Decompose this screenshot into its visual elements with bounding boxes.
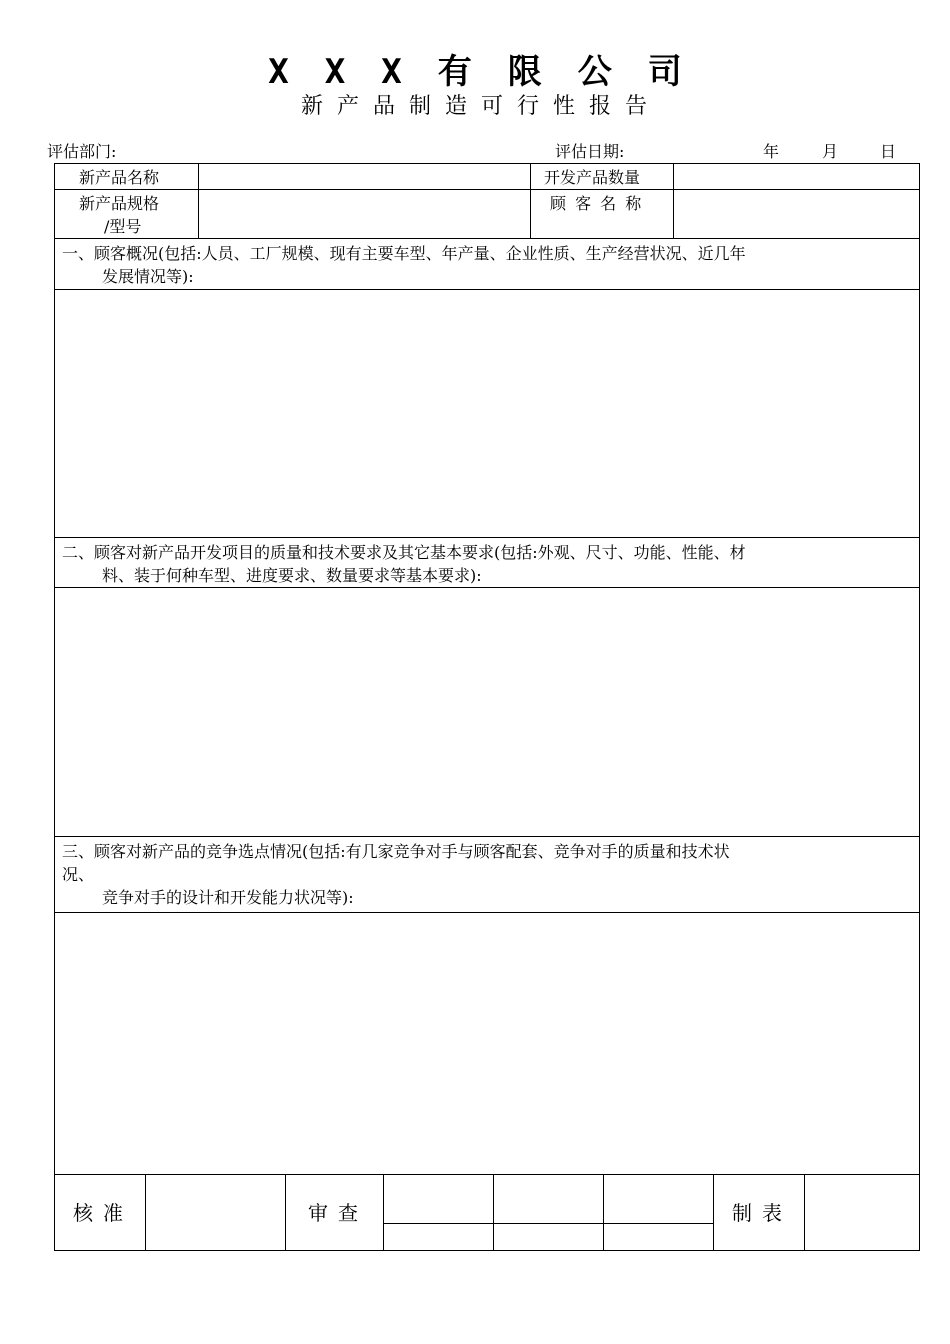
spec-label-line2: /型号 — [104, 217, 142, 236]
section-3-line1: 三、顾客对新产品的竞争选点情况(包括:有几家竞争对手与顾客配套、竞争对手的质量和技术状 — [62, 842, 730, 861]
section-3-line3: 竞争对手的设计和开发能力状况等): — [102, 888, 354, 907]
dev-quantity-field[interactable] — [675, 164, 918, 188]
section-1-line1: 一、顾客概况(包括:人员、工厂规模、现有主要车型、年产量、企业性质、生产经营状况、近几年 — [62, 244, 746, 263]
date-month-label: 月 — [822, 142, 839, 161]
eval-date-label: 评估日期: — [555, 142, 625, 161]
company-title: XXX有限公司 — [268, 52, 718, 92]
review-label: 审查 — [308, 1201, 368, 1225]
spec-label-line1: 新产品规格 — [79, 194, 160, 213]
section-2-heading — [62, 541, 912, 587]
spec-field[interactable] — [200, 190, 529, 237]
dev-quantity-label: 开发产品数量 — [544, 168, 641, 187]
section-3-line2: 况、 — [62, 865, 95, 884]
customer-name-field[interactable] — [675, 190, 918, 237]
section-1-body[interactable] — [56, 291, 918, 536]
review-signature-field[interactable] — [385, 1176, 712, 1249]
section-2-body[interactable] — [56, 589, 918, 835]
prepare-signature-field[interactable] — [806, 1176, 918, 1249]
customer-name-label: 顾 客 名 称 — [550, 194, 644, 213]
approve-signature-field[interactable] — [147, 1176, 284, 1249]
prepare-label: 制表 — [732, 1201, 792, 1225]
product-name-field[interactable] — [200, 164, 529, 188]
report-title: 新产品制造可行性报告 — [300, 94, 661, 119]
approve-label: 核准 — [73, 1201, 133, 1225]
section-1-heading — [62, 242, 912, 288]
section-2-line2: 料、装于何种车型、进度要求、数量要求等基本要求): — [102, 566, 482, 585]
date-year-label: 年 — [763, 142, 780, 161]
eval-dept-label: 评估部门: — [47, 142, 117, 161]
date-day-label: 日 — [880, 142, 897, 161]
section-1-line2: 发展情况等): — [102, 267, 194, 286]
product-name-label: 新产品名称 — [79, 168, 160, 187]
section-3-body[interactable] — [56, 914, 918, 1173]
section-3-heading — [62, 840, 912, 909]
section-2-line1: 二、顾客对新产品开发项目的质量和技术要求及其它基本要求(包括:外观、尺寸、功能、性能、材 — [62, 543, 746, 562]
